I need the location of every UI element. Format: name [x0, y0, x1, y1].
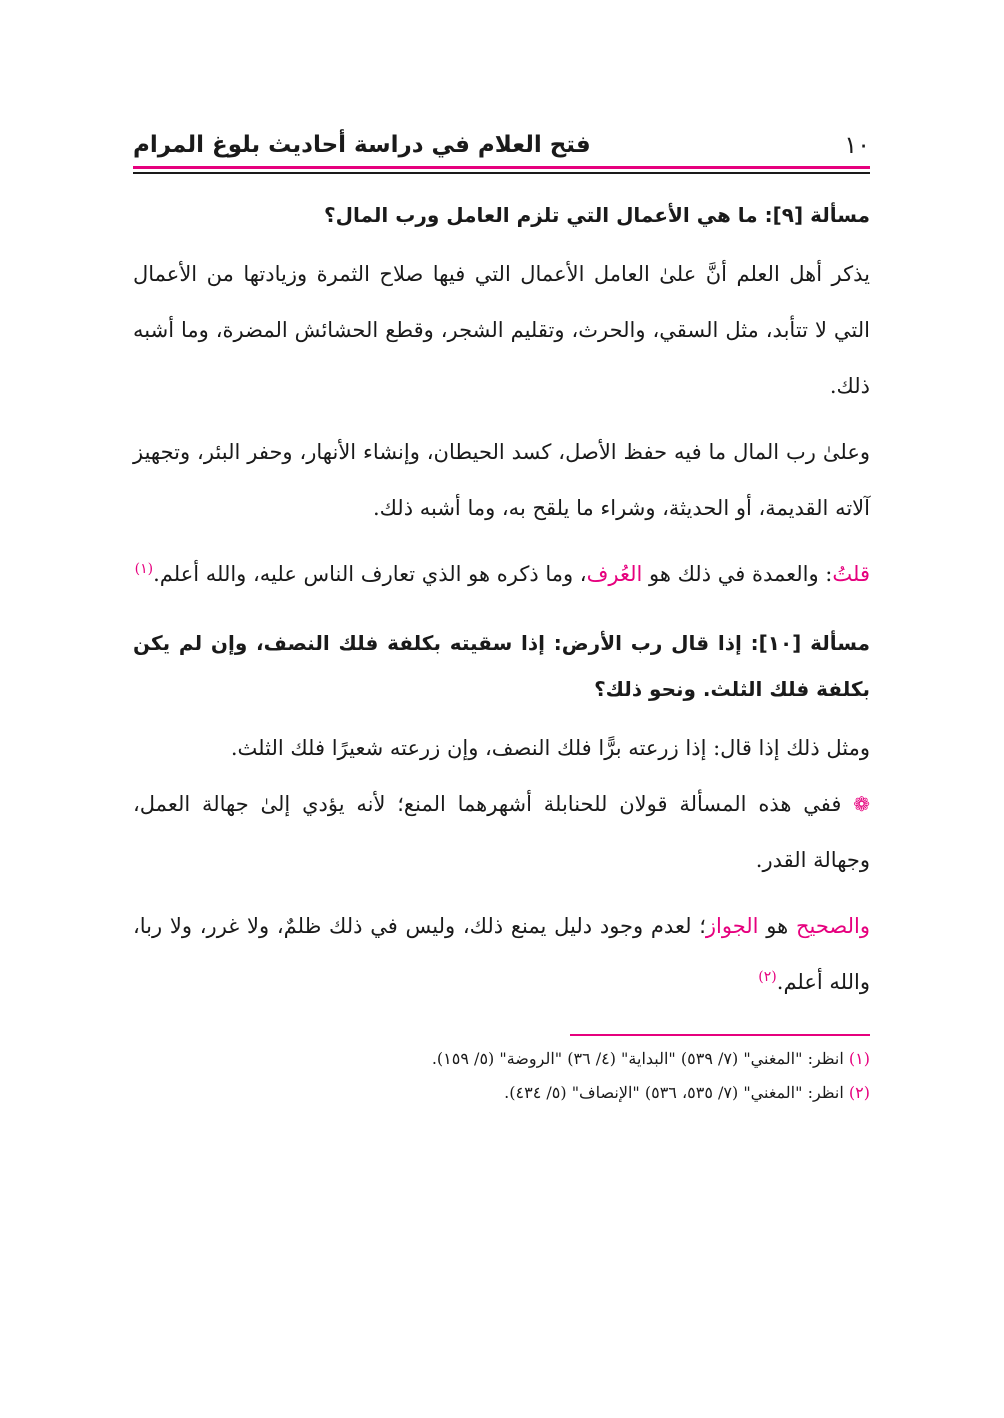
book-title: فتح العلام في دراسة أحاديث بلوغ المرام — [133, 132, 591, 158]
accent-word: والصحيح — [795, 914, 870, 938]
paragraph-text: : والعمدة في ذلك هو — [642, 562, 833, 586]
page — [133, 120, 870, 1110]
running-header — [133, 120, 870, 162]
question-label: مسألة [١٠]: — [750, 631, 870, 655]
paragraph — [133, 898, 870, 1010]
paragraph — [133, 546, 870, 602]
question-heading-10 — [133, 620, 870, 712]
accent-word: قلتُ — [832, 562, 870, 586]
question-text: ما هي الأعمال التي تلزم العامل ورب المال؟ — [324, 203, 758, 227]
question-heading-9 — [133, 192, 870, 238]
header-rule-black — [133, 172, 870, 174]
footnote-number: (٢) — [848, 1083, 870, 1102]
footnote — [133, 1076, 870, 1110]
footnote-reference[interactable]: (١) — [134, 561, 154, 577]
paragraph: ومثل ذلك إذا قال: إذا زرعته برًّا فلك النصف، وإن زرعته شعيرًا فلك الثلث. — [230, 736, 870, 760]
paragraph: يذكر أهل العلم أنَّ علىٰ العامل الأعمال التي فيها صلاح الثمرة وزيادتها من الأعمال التي لا تتأبد، مثل السقي، والحرث، وتقليم الشجر، وقطع الحشائش المضرة، وما أشبه ذلك. — [133, 262, 870, 398]
footnote — [133, 1042, 870, 1076]
accent-word: العُرف — [586, 562, 643, 586]
paragraph-text: ففي هذه المسألة قولان للحنابلة أشهرهما المنع؛ لأنه يؤدي إلىٰ جهالة العمل، وجهالة القدر. — [133, 792, 870, 872]
footnote-separator — [570, 1034, 870, 1036]
header-rule-pink — [133, 166, 870, 169]
paragraph-text: ، وما ذكره هو الذي تعارف الناس عليه، والله أعلم. — [153, 562, 587, 586]
paragraph-text: هو — [758, 914, 796, 938]
flower-ornament-icon: ❁ — [853, 792, 870, 816]
question-text: إذا قال رب الأرض: إذا سقيته بكلفة فلك النصف، وإن لم يكن بكلفة فلك الثلث. ونحو ذلك؟ — [133, 631, 870, 701]
paragraph-text: ؛ لعدم وجود دليل يمنع ذلك، وليس في ذلك ظلمٌ، ولا غرر، ولا ربا، والله أعلم. — [133, 914, 870, 994]
footnote-text: انظر: "المغني" (٧/ ٥٣٥، ٥٣٦) "الإنصاف" (٥/ ٤٣٤). — [504, 1083, 844, 1102]
paragraph: وعلىٰ رب المال ما فيه حفظ الأصل، كسد الحيطان، وإنشاء الأنهار، وحفر البئر، وتجهيز آلاته القديمة، أو الحديثة، وشراء ما يلقح به، وما أشبه ذلك. — [133, 440, 870, 520]
footnote-reference[interactable]: (٢) — [758, 969, 777, 985]
question-label: مسألة [٩]: — [764, 203, 870, 227]
footnote-text: انظر: "المغني" (٧/ ٥٣٩) "البداية" (٤/ ٣٦) "الروضة" (٥/ ١٥٩). — [431, 1049, 844, 1068]
page-number: ١٠ — [844, 131, 870, 159]
accent-word: الجواز — [705, 914, 759, 938]
footnote-number: (١) — [848, 1049, 870, 1068]
paragraph — [133, 776, 870, 888]
